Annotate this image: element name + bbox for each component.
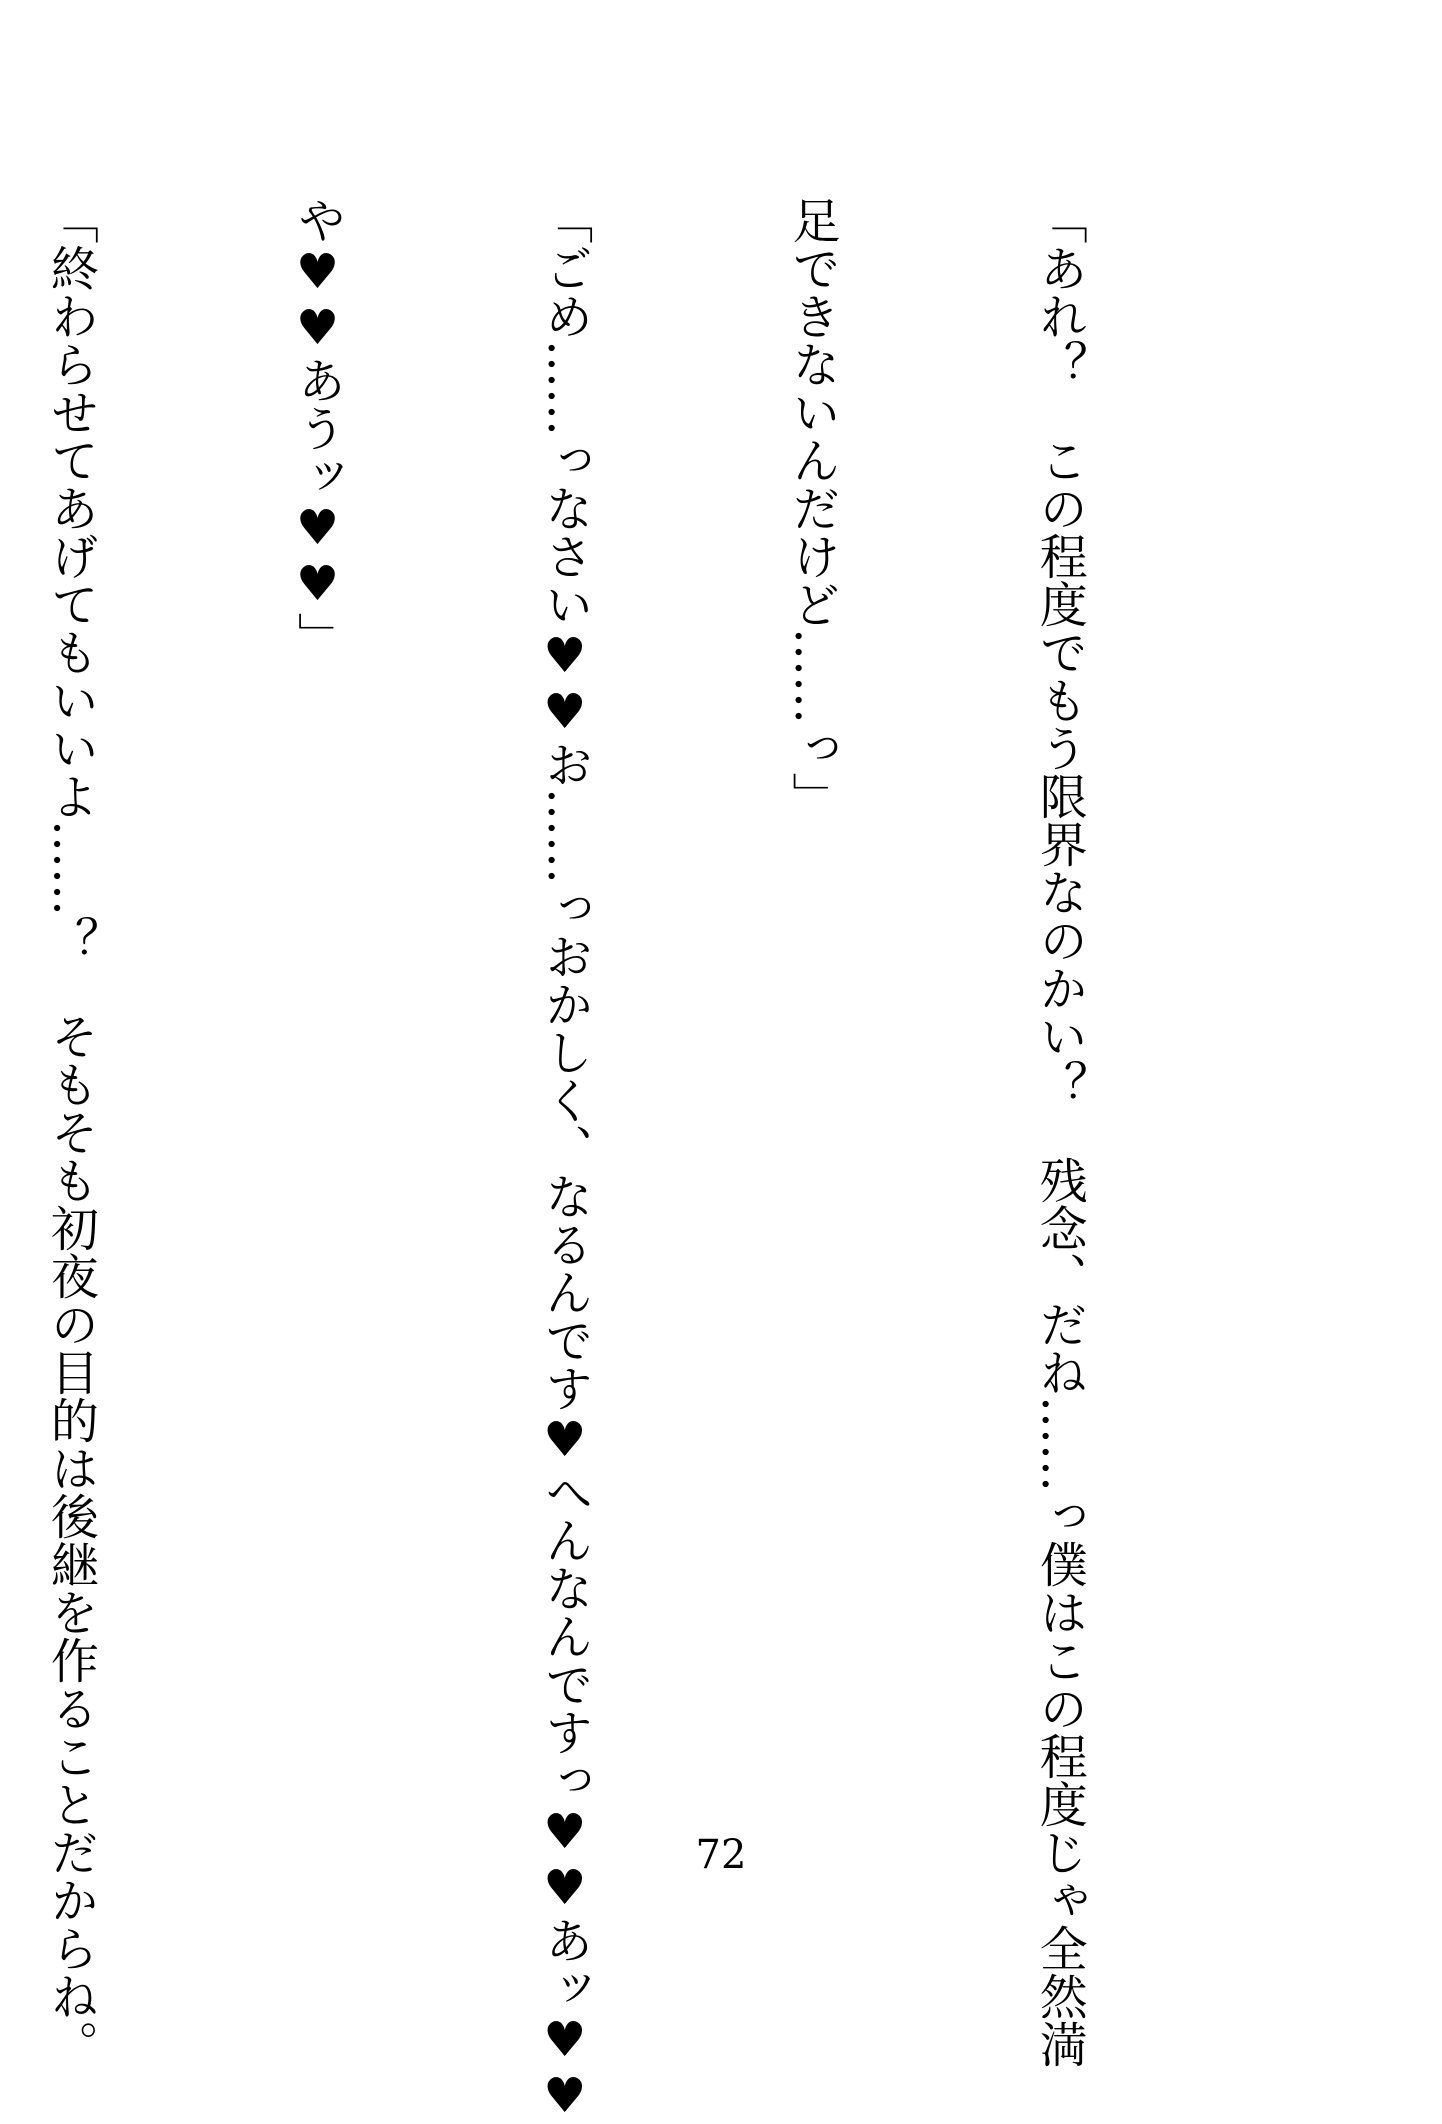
text-line: 「あれ？ この程度でもう限界なのかい？ 残念、だね……っ僕はこの程度じゃ全然満 [1031,196,1088,2068]
text-line: 「終わらせてあげてもいいよ……？ そもそも初夜の目的は後継を作ることだからね。 [42,196,99,2068]
text-line: 足できないんだけど……っ」 [783,196,840,820]
text-line: 「ごめ……っなさい♥♥お……っおかしく、なるんです♥へんなんですっ♥♥あッ♥♥ [536,196,593,2124]
text-line: や♥♥あうッ♥♥」 [289,196,346,660]
page-number: 72 [695,1832,747,1878]
